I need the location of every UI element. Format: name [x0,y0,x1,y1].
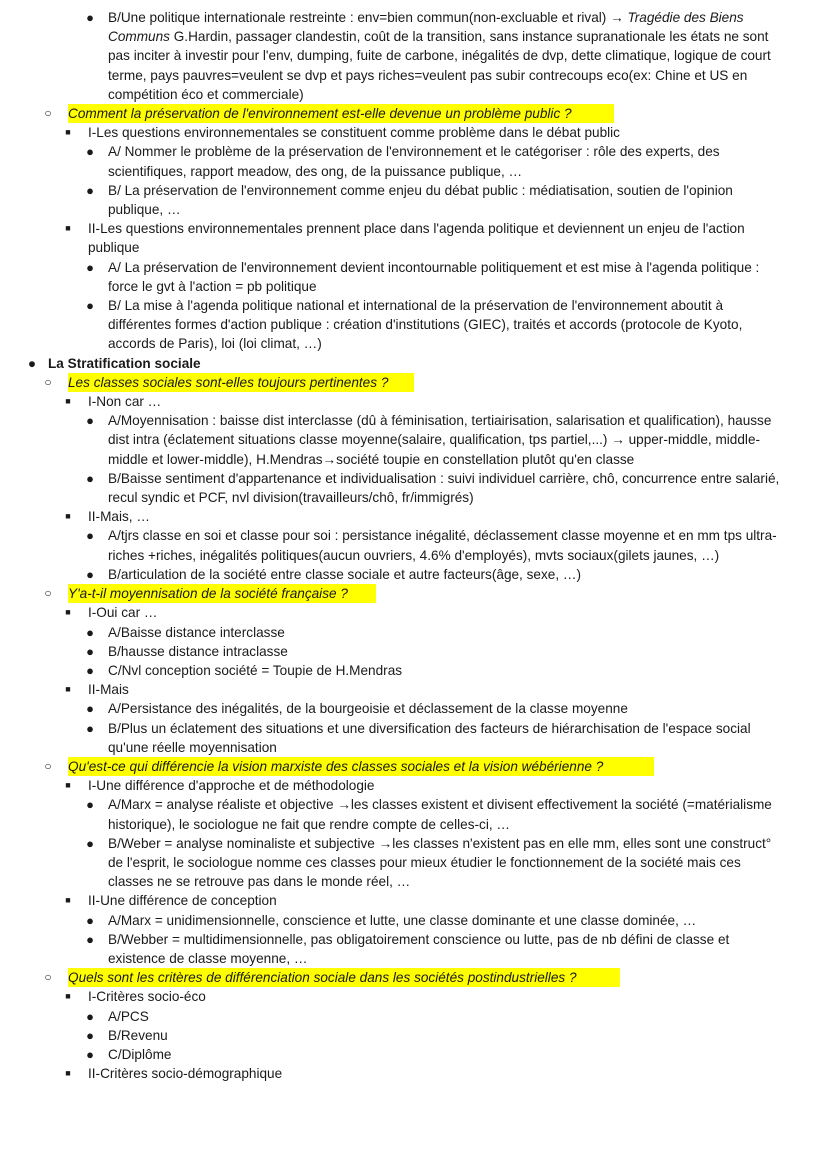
chapter-title: La Stratification sociale [48,355,201,371]
bullet-circle: ○ [44,970,52,985]
list-item [0,258,828,296]
bullet-circle: ○ [44,586,52,601]
bullet-dot: ● [86,720,94,736]
bullet-dot: ● [27,355,37,371]
item-text: C/Nvl conception société = Toupie de H.Mendras [108,662,403,678]
list-item [0,623,828,642]
list-item [0,930,828,968]
bullet-dot: ● [86,144,94,160]
bullet-circle: ○ [44,106,52,121]
item-text: B/Baisse sentiment d'appartenance et individualisation : suivi individuel carrière, chô, concurrence entre salarié, recul syndic et PCF, nvl division(travailleurs/chô, fr/immigrés) [108,470,780,506]
question-heading [0,757,828,776]
list-item [0,1007,828,1026]
section-text: II-Critères socio-démographique [88,1066,283,1082]
item-text: A/tjrs classe en soi et classe pour soi : persistance inégalité, déclassement classe moyenne et en mm tps ultra-riches +riches, inégalités politiques(aucun ouvriers, 4.6% d'employés), mvts sociaux(gilets jaunes, …) [108,528,777,563]
list-item [0,661,828,680]
item-text: A/Marx = unidimensionnelle, conscience et lutte, une classe dominante et une classe dominée, … [108,912,697,928]
bullet-dot: ● [86,643,94,659]
bullet-square: ■ [65,396,71,407]
section-text: II-Une différence de conception [88,893,277,909]
bullet-dot: ● [86,835,94,851]
list-item [0,296,828,354]
list-item [0,565,828,584]
section-text: I-Critères socio-éco [88,989,206,1005]
item-text: A/ La préservation de l'environnement devient incontournable politiquement et est mise à l'agenda politique : force le gvt à l'action = pb politique [108,259,760,294]
bullet-dot: ● [86,701,94,717]
bullet-dot: ● [86,528,94,544]
item-text: B/Weber = analyse nominaliste et subjective →les classes n'existent pas en elle mm, elles sont une construct° de l'esprit, le sociologue nomme ces classes pour mieux étudier le fonctionnement de la société mais ces classes ne se retrouve pas dans le monde réel, … [108,835,772,890]
list-item [0,795,828,833]
bullet-dot: ● [86,624,94,640]
bullet-dot: ● [86,10,94,25]
item-text: B/ La mise à l'agenda politique national et international de la préservation de l'environnement aboutit à différentes formes d'action publique : création d'institutions (GIEC), traités et accords (protocole de Kyoto, accords de Paris), loi (loi climat, …) [108,298,743,352]
section-item [0,1064,828,1083]
bullet-dot: ● [86,470,94,486]
section-text: I-Une différence d'approche et de méthodologie [88,778,375,794]
section-item [0,987,828,1006]
item-text: A/PCS [108,1008,149,1024]
bullet-circle: ○ [44,374,52,389]
item-text: A/Marx = analyse réaliste et objective →les classes existent et divisent effectivement la société (=matérialisme historique), le sociologue ne fait que rendre compte de celles-ci, … [108,797,772,832]
bullet-square: ■ [65,223,71,234]
list-item [0,699,828,718]
question-heading [0,104,828,123]
item-text: B/Webber = multidimensionnelle, pas obligatoirement conscience ou lutte, pas de nb défini de classe et existence de classe moyenne, … [108,931,730,966]
bullet-square: ■ [65,780,71,791]
bullet-dot: ● [86,912,94,928]
question-text: Quels sont les critères de différenciation sociale dans les sociétés postindustrielles ? [68,968,620,987]
section-item [0,603,828,622]
question-text: Qu'est-ce qui différencie la vision marxiste des classes sociales et la vision wébérienne ? [68,757,654,776]
section-text: II-Les questions environnementales prennent place dans l'agenda politique et deviennent un enjeu de l'action publique [88,221,745,256]
section-item [0,776,828,795]
question-text: Y'a-t-il moyennisation de la société française ? [68,584,376,603]
item-text: B/ La préservation de l'environnement comme enjeu du débat public : médiatisation, soutien de l'opinion publique, … [108,182,733,218]
section-item [0,891,828,910]
bullet-dot: ● [86,797,94,813]
bullet-dot: ● [86,1027,94,1043]
bullet-square: ■ [65,1068,71,1079]
bullet-square: ■ [65,511,71,522]
list-item [0,411,828,469]
question-heading [0,968,828,987]
item-text: B/articulation de la société entre classe sociale et autre facteurs(âge, sexe, …) [108,566,582,582]
section-item [0,219,828,257]
item-text: B/Plus un éclatement des situations et une diversification des facteurs de hiérarchisation de l'espace social qu'une réelle moyennisation [108,720,751,755]
list-item [0,834,828,892]
section-item [0,507,828,526]
bullet-dot: ● [86,662,94,678]
bullet-square: ■ [65,607,71,618]
document-body [0,8,828,1083]
bullet-dot: ● [86,182,94,198]
section-item [0,680,828,699]
bullet-dot: ● [86,1008,94,1024]
list-item [0,469,828,507]
list-item [0,1045,828,1064]
bullet-square: ■ [65,127,71,138]
section-item [0,123,828,142]
bullet-dot: ● [86,298,94,314]
list-item [0,526,828,564]
list-item [0,642,828,661]
section-text: I-Les questions environnementales se constituent comme problème dans le débat public [88,125,620,141]
bullet-square: ■ [65,991,71,1002]
question-text: Les classes sociales sont-elles toujours pertinentes ? [68,373,414,392]
item-text: A/Persistance des inégalités, de la bourgeoisie et déclassement de la classe moyenne [108,701,628,717]
item-text: B/hausse distance intraclasse [108,643,288,659]
section-text: I-Oui car … [88,605,158,621]
list-item [0,1026,828,1045]
item-text: A/ Nommer le problème de la préservation de l'environnement et le catégoriser : rôle des experts, des scientifiques, rapport meadow, des ong, de la puissance publique, … [108,144,720,179]
list-item [0,181,828,219]
section-text: II-Mais [88,682,129,698]
question-text: Comment la préservation de l'environnement est-elle devenue un problème public ? [68,104,614,123]
bullet-dot: ● [86,259,94,275]
list-item [0,719,828,757]
section-text: II-Mais, … [88,509,150,525]
chapter-heading [0,354,828,373]
bullet-square: ■ [65,895,71,906]
section-text: I-Non car … [88,394,162,410]
list-item [0,8,828,104]
item-text: A/Moyennisation : baisse dist interclasse (dû à féminisation, tertiairisation, salarisation et qualification), hausse dist intra (éclatement situations classe moyenne(salaire, qualification, tps partiel,...) → upper-middle, middle-middle et lower-middle), H.Mendras→société toupie en constellation plutôt qu'en classe [108,413,772,467]
question-heading [0,373,828,392]
question-heading [0,584,828,603]
item-text: B/Revenu [108,1027,168,1043]
bullet-dot: ● [86,931,94,947]
section-item [0,392,828,411]
list-item [0,911,828,930]
bullet-circle: ○ [44,758,52,773]
item-text: B/Une politique internationale restreinte : env=bien commun(non-excluable et rival) → Tragédie des Biens Communs G.Hardin, passager clandestin, coût de la transition, sans instance supranationale les états ne sont pas inciter à investir pour l'env, dumping, fuite de carbone, inégalités de dvp, dette climatique, logique de court terme, pays pauvres=veulent se dvp et pays riches=veulent pas subir contrecoups eco(ex: Chine et US en compétition éco et commerciale) [108,10,771,102]
bullet-dot: ● [86,566,94,582]
bullet-dot: ● [86,1046,94,1062]
item-text: A/Baisse distance interclasse [108,624,285,640]
item-text: C/Diplôme [108,1046,172,1062]
bullet-square: ■ [65,684,71,695]
bullet-dot: ● [86,413,94,429]
list-item [0,142,828,180]
